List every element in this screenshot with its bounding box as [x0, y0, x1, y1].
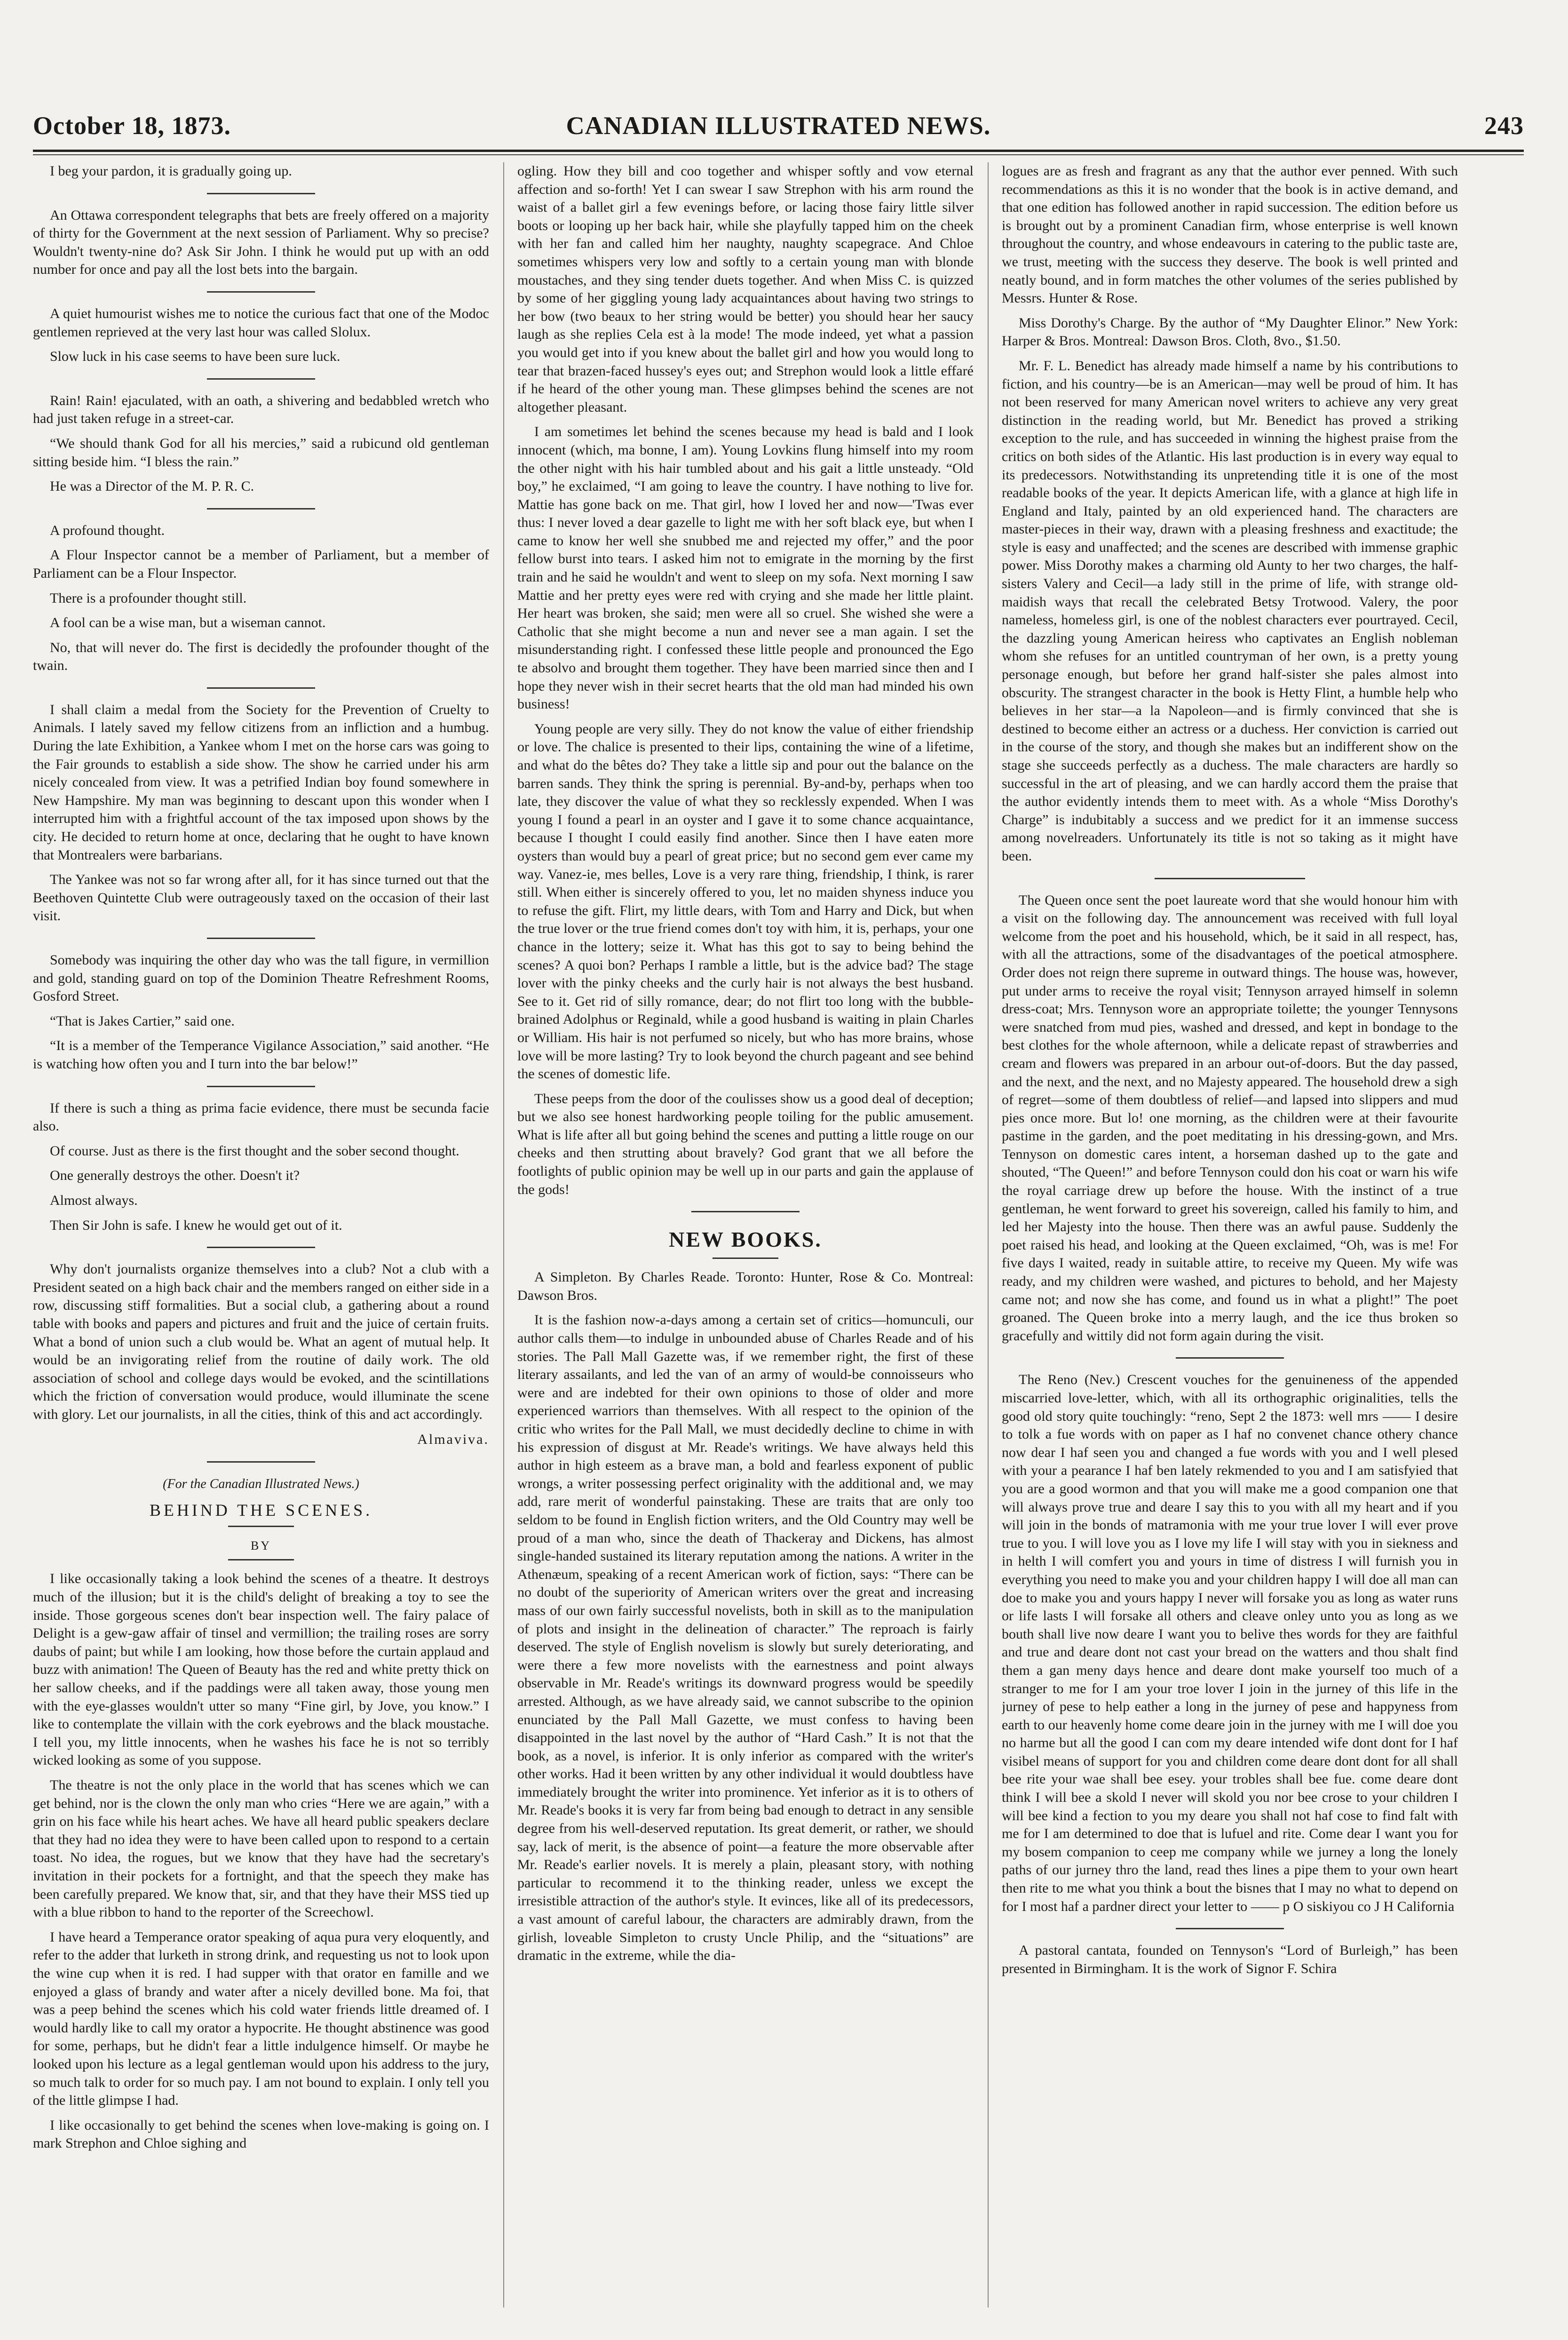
column-divider [503, 162, 504, 2308]
paragraph: logues are as fresh and fragrant as any that the author ever penned. With such recommendations as this it is no wonder that the book is in active demand, and that one edition has followed another in rapid succession. The edition before us is brought out by a prominent Canadian firm, whose enterprise is well known throughout the country, and whose endeavours in catering to the public taste are, we trust, meeting with the success they deserve. The book is well printed and neatly bound, and in form matches the other volumes of the series published by Messrs. Hunter & Rose. [1002, 163, 1458, 306]
paragraph: “We should thank God for all his mercies,” said a rubicund old gentleman sitting beside him. “I bless the rain.” [33, 435, 489, 470]
separator [207, 1247, 315, 1248]
separator [207, 938, 315, 939]
paragraph: The theatre is not the only place in the world that has scenes which we can get behind, nor is the clown the only man who cries “Here we are again,” with a grin on his face while his heart aches. We have all heard public speakers declare that they had no idea they were to have been called upon to respond to a certain toast. No idea, the rogues, but we know that they have had the secretary's invitation in their pockets for a fortnight, and that the speech they make has been carefully prepared. We know that, sir, and that they have their MSS tied up with a blue ribbon to hand to the reporter of the Screechowl. [33, 1777, 489, 1920]
separator [207, 291, 315, 293]
separator [207, 378, 315, 380]
paragraph: He was a Director of the M. P. R. C. [50, 478, 254, 494]
section-heading-new-books: NEW BOOKS. [669, 1227, 822, 1252]
paragraph: One generally destroys the other. Doesn't it? [50, 1168, 300, 1184]
paragraph: The Queen once sent the poet laureate word that she would honour him with a visit on the following day. The announcement was received with full loyal welcome from the poet and his household, which, be it said in all respect, has, with all the attractions, some of the disadvantages of the poetical atmosphere. Order does not reign there supreme in outward things. The house was, however, put under arms to receive the royal visit; Tennyson arrayed himself in solemn dress-coat; Mrs. Tennyson wore an appropriate toilette; the younger Tennysons were snatched from mud pies, washed and dressed, and kept in bondage to the best clothes for the whole afternoon, while a delicate repast of strawberries and cream and flowers was prepared in an arbour out-of-doors. But the day passed, and the next, and the next, and no Majesty appeared. The household drew a sigh of regret—some of them doubtless of relief—and lapsed into slippers and mud pies once more. But lo! one morning, as the children were at their favourite pastime in the garden, and the poet meditating in his dressing-gown, and Mrs. Tennyson on domestic cares intent, a horseman dashed up to the gate and shouted, “The Queen!” and before Tennyson could don his coat or warn his wife the royal carriage drew up before the house. With the instinct of a true gentleman, he went forward to greet his sovereign, called his family to him, and led her Majesty into the house. Then there was an awful pause. Suddenly the poet raised his head, and looking at the Queen exclaimed, “Oh, was is me! For five days I waited, ready in suitable attire, to receive my Queen. My wife was ready, and my children were washed, and pictures to behold, and her Majesty came not; and now she has come, and found us in what a plight!” The poet groaned. The Queen broke into a merry laugh, and the ice thus broken so gracefully and wittily did not form again during the visit. [1002, 892, 1458, 1344]
signature: Almaviva. [417, 1432, 489, 1448]
newspaper-title: CANADIAN ILLUSTRATED NEWS. [566, 111, 991, 140]
paragraph: Slow luck in his case seems to have been sure luck. [50, 349, 341, 365]
issue-date: October 18, 1873. [33, 111, 231, 140]
paragraph: A Flour Inspector cannot be a member of Parliament, but a member of Parliament can be a Flour Inspector. [33, 547, 489, 581]
separator [207, 1461, 315, 1463]
paragraph: Somebody was inquiring the other day who was the tall figure, in vermillion and gold, standing guard on top of the Dominion Theatre Refreshment Rooms, Gosford Street. [33, 952, 489, 1004]
masthead-rule [33, 150, 1524, 152]
article-heading: BEHIND THE SCENES. [149, 1501, 373, 1520]
paragraph: No, that will never do. The first is decidedly the profounder thought of the twain. [33, 639, 489, 674]
masthead [33, 111, 1524, 153]
paragraph: “It is a member of the Temperance Vigilance Association,” said another. “He is watching how often you and I turn into the bar below!” [33, 1038, 489, 1072]
separator [207, 687, 315, 689]
book-citation: A Simpleton. By Charles Reade. Toronto: Hunter, Rose & Co. Montreal: Dawson Bros. [517, 1269, 974, 1303]
paragraph: I beg your pardon, it is gradually going up. [50, 163, 292, 179]
column-2 [517, 162, 974, 2308]
column-1 [33, 162, 489, 2308]
paragraph: An Ottawa correspondent telegraphs that bets are freely offered on a majority of thirty for the Government at the next session of Parliament. Why so precise? Wouldn't twenty-nine do? Ask Sir John. I think he would put up with an odd number for once and pay all the lost bets into the bargain. [33, 207, 489, 278]
paragraph: Young people are very silly. They do not know the value of either friendship or love. The chalice is presented to their lips, containing the wine of a lifetime, and what do the bêtes do? They take a little sip and pour out the balance on the barren sands. They think the spring is perennial. By-and-by, perhaps when too late, they discover the value of what they so recklessly expended. When I was young I found a pearl in an oyster and I gave it to some chance acquaintance, because I thought I could easily find another. Since then I have eaten more oysters than would buy a pearl of great price; but no second gem ever came my way. Vanez-ie, mes belles, Love is a very rare thing, friendship, I think, is rarer still. When either is sincerely offered to you, let no maiden shyness induce you to refuse the gift. Flirt, my little dears, with Tom and Harry and Dick, but when the true lover or the true friend comes don't toy with him, it is, perhaps, your one chance in the lottery; seize it. What has this got to say to being behind the scenes? A quoi bon? Perhaps I ramble a little, but is the advice bad? The stage lover with the pinky cheeks and the curly hair is not always the best husband. See to it. Get rid of silly romance, dear; do not flirt too long with the bubble-brained Adolphus or Reginald, while a good husband is waiting in plain Charles or William. His hair is not perfumed so nicely, but who has more brains, whose love will be more lasting? Try to look beyond the church pageant and see behind the scenes of domestic life. [517, 721, 974, 1082]
separator [1155, 878, 1305, 879]
heading-rule [713, 1258, 778, 1259]
paragraph: The Yankee was not so far wrong after all, for it has since turned out that the Beethoven Quintette Club were outrageously taxed on the occasion of their last visit. [33, 872, 489, 924]
masthead-rule-thin [33, 154, 1524, 155]
column-3 [1002, 162, 1458, 2308]
paragraph: Almost always. [50, 1192, 138, 1208]
paragraph: Rain! Rain! ejaculated, with an oath, a shivering and bedabbled wretch who had just taken refuge in a street-car. [33, 392, 489, 427]
paragraph: It is the fashion now-a-days among a certain set of critics—homunculi, our author calls them—to indulge in unbounded abuse of Charles Reade and of his stories. The Pall Mall Gazette was, if we remember right, the first of these literary assailants, and led the van of an army of would-be connoisseurs who were and are indebted for their own opinions to those of older and more experienced warriors than themselves. With all respect to the opinion of the critic who writes for the Pall Mall, we must decidedly decline to chime in with his expression of disgust at Mr. Reade's writings. We have always held this author in high esteem as a brave man, a bold and fearless exponent of public wrongs, a writer possessing perfect originality with the additional and, we may add, rare merit of wonderful painstaking. These are traits that are only too seldom to be found in English fiction writers, and the Old Country may well be proud of a man who, since the death of Thackeray and Dickens, has almost single-handed sustained its literary reputation among the nations. A writer in the Athenæum, speaking of a recent American work of fiction, says: “There can be no doubt of the superiority of American writers over the great and increasing mass of our own fairly successful novelists, both in skill as to the manipulation of plots and insight in the delineation of character.” The reproach is fairly deserved. The style of English novelism is slowly but surely deteriorating, and were there a few more novelists with the earnestness and point always observable in Mr. Reade's writings its downward progress would be speedily arrested. Although, as we have already said, we cannot subscribe to the opinion enunciated by the Pall Mall Gazette, we must confess to having been disappointed in the last novel by the author of “Hard Cash.” It is not that the book, as a novel, is inferior. It is only inferior as compared with the writer's other works. Had it been written by any other individual it would doubtless have immediately brought the writer into prominence. Yet inferior as it is to others of Mr. Reade's books it is very far from being bad enough to detract in any sensible degree from his well-deserved reputation. Its great demerit, or rather, we should say, lack of merit, is the absence of point—a feature the more observable after Mr. Reade's earlier novels. It is merely a plain, pleasant story, with nothing particular to recommend it to the thinking reader, unless we except the irresistible attraction of the author's style. It evinces, like all of its predecessors, a vast amount of careful labour, the characters are admirably drawn, from the girlish, loveable Simpleton to crusty Uncle Philip, and the “situations” are dramatic in the extreme, while the dia- [517, 1312, 974, 1964]
paragraph: I am sometimes let behind the scenes because my head is bald and I look innocent (which, ma bonne, I am). Young Lovkins flung himself into my room the other night with his hair tumbled about and his gait a little unsteady. “Old boy,” he exclaimed, “I am going to leave the country. I have nothing to live for. Mattie has gone back on me. That girl, how I loved her and now—'Twas ever thus: I never loved a dear gazelle to light me with her soft black eye, but when I came to know her well she snubbed me and rejected my offer,” and the poor fellow burst into tears. I asked him not to emigrate in the morning by the first train and he said he wouldn't and went to sleep on my sofa. Next morning I saw Mattie and her pretty eyes were red with crying and she made her little plaint. Her heart was broken, she said; men were all so cruel. She wished she were a Catholic that she might become a nun and never see a man again. I set the misunderstanding right. I confessed these little people and pronounced the Ego te absolvo and brought them together. They have been married since then and I hope they never wish in their secret hearts that the old man had minded his own business! [517, 424, 974, 712]
paragraph: I shall claim a medal from the Society for the Prevention of Cruelty to Animals. I lately saved my fellow citizens from an infliction and a humbug. During the late Exhibition, a Yankee whom I met on the horse cars was going to the Fair grounds to establish a side show. The show he carried under his arm nicely concealed from view. It was a petrified Indian boy found somewhere in New Hampshire. My man was beginning to descant upon this wonder when I interrupted him with a frightful account of the tax imposed upon shows by the city. He decided to return home at once, declaring that he ought to have known that Montrealers were barbarians. [33, 701, 489, 863]
paragraph: A quiet humourist wishes me to notice the curious fact that one of the Modoc gentlemen reprieved at the very last hour was called Slolux. [33, 305, 489, 340]
paragraph: ogling. How they bill and coo together and whisper softly and vow eternal affection and so-forth! Yet I can swear I saw Strephon with his arm round the waist of a ballet girl a few evenings before, or lacing those fairy little silver boots or looping up her back hair, while she playfully tapped him on the cheek with her fan and called him her naughty, naughty scapegrace. And Chloe sometimes whispers very low and softly to a certain young man with blonde moustaches, and they sing tender duets together. And when Miss C. is quizzed by some of her giggling young lady acquaintances about having two strings to her bow (two beaux to her string would be better) you should hear her saucy laugh as she replies Cela est à la mode! The mode indeed, yet what a passion you would get into if you knew about the ballet girl and how you would long to tear that brazen-faced hussey's eyes out; and Strephon would look a little effaré if he heard of the other young man. These glimpses behind the scenes are not altogether pleasant. [517, 163, 974, 415]
paragraph: A fool can be a wise man, but a wiseman cannot. [50, 615, 326, 631]
paragraph: Then Sir John is safe. I knew he would get out of it. [50, 1217, 342, 1233]
page-number: 243 [1484, 111, 1524, 140]
article-credit: (For the Canadian Illustrated News.) [163, 1477, 359, 1492]
paragraph: A profound thought. [50, 522, 165, 538]
paragraph: I like occasionally to get behind the scenes when love-making is going on. I mark Strephon and Chloe sighing and [33, 2117, 489, 2151]
paragraph: These peeps from the door of the coulisses show us a good deal of deception; but we also see honest hardworking people toiling for the public amusement. What is life after all but going behind the scenes and putting a little rouge on our cheeks and then strutting about bravely? God grant that we all before the footlights of public opinion may be well up in our parts and gain the applause of the gods! [517, 1090, 974, 1197]
paragraph: “That is Jakes Cartier,” said one. [50, 1013, 235, 1029]
paragraph: The Reno (Nev.) Crescent vouches for the genuineness of the appended miscarried love-letter, which, with all its orthographic originalities, tells the good old story quite touchingly: “reno, Sept 2 the 1873: well mrs —— I desire to tolk a fue words with on paper as I haf no convenet chance othery chance now dear I haf seen you and changed a fue words with you and I well plesed with your a pearance I haf ben lately rekmended to you and I am satisfyied that you are a good wormon and that you will make me a good companion one that will always prove true and deare I say this to you with all my heart and if you will join in the bonds of matramonia with me your true lover I will ever prove true to you. I will love you as I love my life I will stay with you in siekness and in helth I will comfert you and yours in time of distress I will furnish you in everything you need to make you and your children happy I will doe all man can doe to make you and yours happy I never will forsake you as long as water runs or life lasts I will forsake all others and cleave onley unto you as long as we bouth shall live now deare I want you to belive thes words for they are faithful and true and deare dont not cast your bread on the watters and thou shalt find them a gan meny days hence and deare dont make yourself too much of a stranger to me for I am your troe lover I join in the jurney of this life in the jurney of pese to help eather a long in the jurney of pese and happyness from earth to our heavenly home come deare join in the jurney with me I will doe you no harme but all the good I can com my deare intended wife dont dont for I haf visibel means of support for you and children come deare dont dont for all shall bee rite your wae shall bee esey. your trobles shall bee fue. come deare dont think I will bee a skold I never will skold you nor bee crose to your children I will bee kind a fection to you my deare you shall not haf cose to find falt with me for I am determined to doe that is lufuel and rite. Come dear I want you for my bosem companion to ceep me company while we jurney a long the lonely paths of our jurney thro the land, read thes lines a pipe them to your own heart then rite to me what you think a bout the bisnes that I may no what to depend on for I most haf a pardner direct your letter to —— p O siskiyou co J H California [1002, 1372, 1458, 1914]
paragraph: Why don't journalists organize themselves into a club? Not a club with a President seated on a high back chair and the members ranged on either side in a row, discussing stiff formalities. But a social club, a gathering about a round table with books and papers and pictures and fruit and the juice of certain fruits. What a bond of union such a club would be. What an agent of mutual help. It would be an invigorating relief from the routine of daily work. The old association of school and college days would be evoked, and the scintillations which the friction of conversation would produce, would illuminate the scene with glory. Let our journalists, in all the cities, think of this and act accordingly. [33, 1261, 489, 1422]
paragraph: A pastoral cantata, founded on Tennyson's “Lord of Burleigh,” has been presented in Birmingham. It is the work of Signor F. Schira [1002, 1942, 1458, 1976]
paragraph: Mr. F. L. Benedict has already made himself a name by his contributions to fiction, and his country—be is an American—may well be proud of him. It has not been reserved for many American novel writers to achieve any very great distinction in the reading world, but Mr. Benedict has proved a striking exception to the rule, and has succeeded in winning the highest praise from the critics on both sides of the Atlantic. His last production is in every way equal to its predecessors. Notwithstanding its unpretending title it is one of the most readable books of the year. It depicts American life, with a glance at high life in England and Italy, painted by an old experienced hand. The characters are master-pieces in their way, drawn with a pleasing freshness and exactitude; the style is easy and unaffected; and the scenes are described with immense graphic power. Miss Dorothy makes a charming old Aunty to her two charges, the half-sisters Valery and Cecil—a lady still in the prime of life, with strange old-maidish ways that recall the celebrated Betsy Trotwood. Valery, the poor nameless, homeless girl, is one of the noblest characters ever pourtrayed. Cecil, the dazzling young American heiress who captivates an English nobleman whom she refuses for an untitled countryman of her own, is a pretty young personage enough, but before her grand half-sister she pales almost into obscurity. The strangest character in the book is Hetty Flint, a humble help who believes in her star—a la Napoleon—and is firmly convinced that she is destined to become either an actress or a duchess. Her conviction is carried out in the course of the story, and though she makes but an indifferent show on the stage she succeeds perfectly as a duchess. The male characters are hardly so successful in the art of pleasing, and we can hardly accord them the praise that the author evidently intends them to meet with. As a whole “Miss Dorothy's Charge” is indubitably a success and we predict for it an immense success among novelreaders. Unfortunately its title is not so taking as it might have been. [1002, 358, 1458, 864]
separator [1176, 1357, 1284, 1359]
paragraph: If there is such a thing as prima facie evidence, there must be secunda facie also. [33, 1100, 489, 1134]
separator [207, 193, 315, 194]
column-divider [988, 162, 989, 2308]
separator [207, 508, 315, 509]
heading-rule [228, 1559, 294, 1560]
paragraph: I have heard a Temperance orator speaking of aqua pura very eloquently, and refer to the adder that lurketh in strong drink, and requesting us not to look upon the wine cup when it is red. I had supper with that orator en famille and we enjoyed a glass of brandy and water after a nicely devilled bone. Ma foi, that was a peep behind the scenes which his cold water friends little dreamed of. I would hardly like to call my orator a hypocrite. He thought abstinence was good for some, perhaps, but he didn't fear a little indulgence himself. Or maybe he looked upon his lecture as a legal gentleman would upon his address to the jury, so much talk to order for so much pay. I am not bound to explain. I only tell you of the little glimpse I had. [33, 1929, 489, 2109]
separator [207, 1086, 315, 1087]
paragraph: There is a profounder thought still. [50, 590, 247, 606]
separator [691, 1211, 800, 1212]
byline: BY [250, 1539, 272, 1553]
paragraph: Of course. Just as there is the first thought and the sober second thought. [50, 1143, 459, 1159]
book-citation: Miss Dorothy's Charge. By the author of “My Daughter Elinor.” New York: Harper & Bros. Montreal: Dawson Bros. Cloth, 8vo., $1.50. [1002, 315, 1458, 349]
paragraph: I like occasionally taking a look behind the scenes of a theatre. It destroys much of the illusion; but it is the child's delight of breaking a toy to see the inside. Those gorgeous scenes don't bear inspection well. The fairy palace of Delight is a gew-gaw affair of tinsel and vermillion; the trailing roses are sorry daubs of paint; but while I am looking, how those before the curtain applaud and buzz with animation! The Queen of Beauty has the red and white pretty thick on her sallow cheeks, and if the paddings were all taken away, those young men with the eye-glasses wouldn't utter so many “Fine girl, by Jove, you know.” I like to contemplate the villain with the cork eyebrows and the black moustache. I tell you, my little innocents, when he washes his face he is not so terribly wicked looking as some of you suppose. [33, 1571, 489, 1768]
heading-rule [228, 1526, 294, 1527]
separator [1176, 1928, 1284, 1929]
